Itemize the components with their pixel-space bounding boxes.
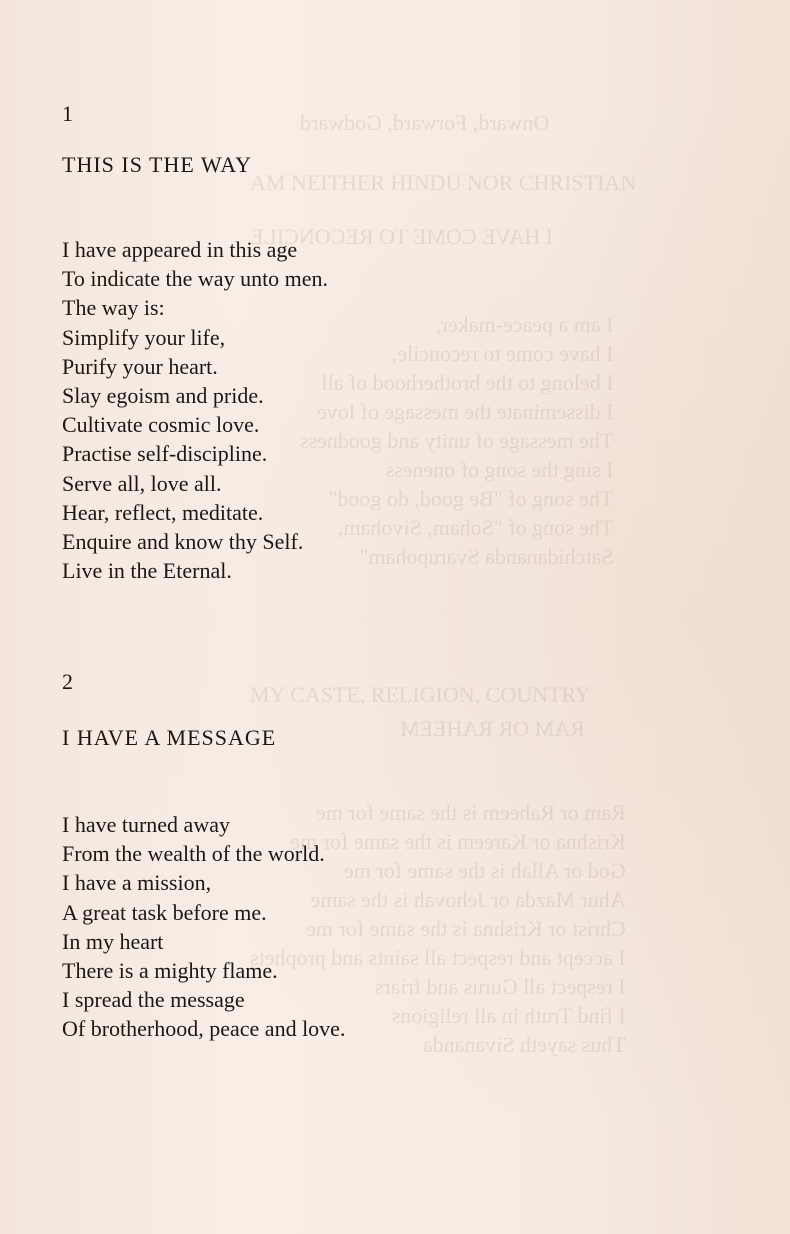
verse-line: Live in the Eternal. bbox=[62, 558, 232, 584]
verse-line: Practise self-discipline. bbox=[62, 441, 268, 467]
verse-line: Simplify your life, bbox=[62, 324, 226, 350]
show-through-texture: RAM OR RAHEEM bbox=[400, 716, 585, 741]
verse-line: Cultivate cosmic love. bbox=[62, 412, 260, 438]
verse-line: To indicate the way unto men. bbox=[62, 266, 329, 292]
verse-line: I spread the message bbox=[62, 987, 245, 1013]
show-through-texture: MY CASTE, RELIGION, COUNTRY bbox=[250, 682, 591, 707]
poem-number: 1 bbox=[62, 101, 73, 126]
show-through-texture: AM NEITHER HINDU NOR CHRISTIAN bbox=[250, 170, 637, 195]
verse-line: In my heart bbox=[62, 928, 164, 954]
verse-line: Serve all, love all. bbox=[62, 470, 222, 496]
verse-line: Enquire and know thy Self. bbox=[62, 529, 304, 555]
verse-line: A great task before me. bbox=[62, 899, 267, 925]
verse-line: I have turned away bbox=[62, 812, 230, 837]
verse-line: Of brotherhood, peace and love. bbox=[62, 1016, 346, 1042]
verse-line: The way is: bbox=[62, 295, 165, 321]
verse-line: There is a mighty flame. bbox=[62, 958, 278, 984]
show-through-texture: Onward, Forward, Godward bbox=[300, 110, 550, 135]
verse-line: Slay egoism and pride. bbox=[62, 383, 264, 409]
verse-line: From the wealth of the world. bbox=[62, 841, 325, 867]
poem-title: THIS IS THE WAY bbox=[62, 152, 253, 177]
poem-verse bbox=[62, 810, 345, 1044]
verse-line: Purify your heart. bbox=[62, 353, 218, 379]
verse-line: Hear, reflect, meditate. bbox=[62, 499, 264, 525]
poem-verse bbox=[62, 235, 328, 585]
verse-line: I have a mission, bbox=[62, 870, 212, 896]
show-through-texture: Ram or Raheem is the same for me Krishna or Kareem is the same for me God or Allah is the same for me Ahur Mazda or Jehovah is the same Christ or Krishna is the same for me I accept and respect all saints and prophets I respect all Gurus and friars I find Truth in all religions Thus sayeth Sivananda bbox=[250, 800, 626, 1057]
poem-number: 2 bbox=[62, 669, 73, 694]
show-through-texture: I HAVE COME TO RECONCILE bbox=[250, 224, 554, 249]
poem-title: I HAVE A MESSAGE bbox=[62, 725, 277, 750]
show-through-texture: I am a peace-maker, I have come to reconcile, I belong to the brotherhood of all I disseminate the message of love The message of unity and goodness I sing the song of oneness The song of "Be good, do good" The song of "Soham, Sivoham, Satchidananda Svarupoham" bbox=[300, 312, 614, 569]
verse-line: I have appeared in this age bbox=[62, 237, 298, 262]
